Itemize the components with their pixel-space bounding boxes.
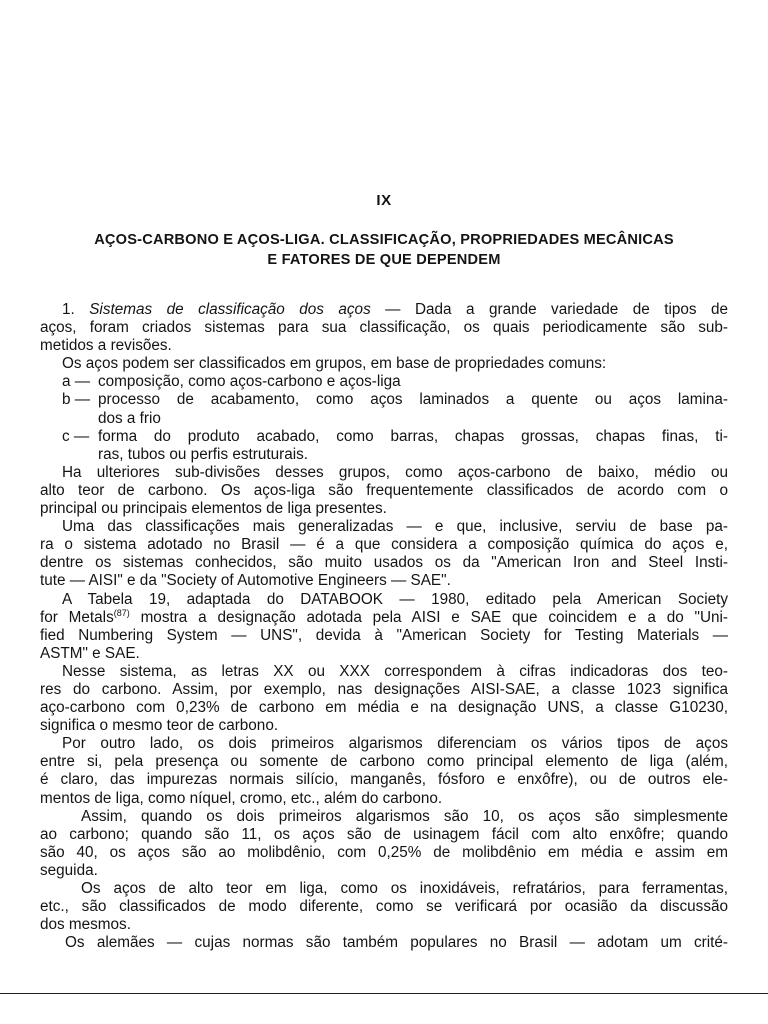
page-bottom-rule: [0, 993, 768, 994]
section-number: 1.: [62, 301, 75, 318]
paragraph-line: Uma das classificações mais generalizadas — e que, inclusive, serviu de base pa-: [62, 518, 728, 536]
paragraph-line: alto teor de carbono. Os aços-liga são frequentemente classificados de acordo com o: [40, 481, 728, 499]
list-item: [40, 428, 728, 446]
paragraph-line: Nesse sistema, as letras XX ou XXX correspondem à cifras indicadoras dos teo-: [62, 662, 728, 680]
paragraph-line: res do carbono. Assim, por exemplo, nas designações AISI-SAE, a classe 1023 significa: [40, 680, 728, 698]
paragraph-line: fied Numbering System — UNS", devida à "American Society for Testing Materials —: [40, 626, 728, 644]
list-item-text: composição, como aços-carbono e aços-liga: [98, 373, 401, 391]
chapter-title-line: AÇOS-CARBONO E AÇOS-LIGA. CLASSIFICAÇÃO, PROPRIEDADES MECÂNICAS: [94, 232, 674, 248]
section-heading: Sistemas de classificação dos aços: [89, 301, 371, 318]
list-item-continuation: dos a frio: [98, 409, 161, 427]
paragraph-line: mentos de liga, como níquel, cromo, etc., além do carbono.: [40, 789, 443, 807]
paragraph-line: seguida.: [40, 861, 98, 879]
paragraph-line: Os aços de alto teor em liga, como os inoxidáveis, refratários, para ferramentas,: [81, 880, 728, 897]
paragraph-line: é claro, das impurezas normais silício, manganês, fósforo e enxôfre), ou de outros ele-: [40, 771, 728, 789]
list-marker: a —: [62, 373, 91, 391]
paragraph-line: tute — AISI" e da "Society of Automotive Engineers — SAE".: [40, 572, 451, 590]
paragraph-line: Os aços podem ser classificados em grupos, em base de propriedades comuns:: [62, 355, 607, 373]
paragraph-line: Ha ulteriores sub-divisões desses grupos, como aços-carbono de baixo, médio ou: [62, 463, 728, 481]
paragraph-line: A Tabela 19, adaptada do DATABOOK — 1980, editado pela American Society: [62, 590, 728, 608]
paragraph-line: principal ou principais elementos de liga presentes.: [40, 500, 387, 518]
list-marker: b —: [62, 391, 91, 409]
chapter-title-line: E FATORES DE QUE DEPENDEM: [267, 252, 501, 268]
list-item-continuation: ras, tubos ou perfis estruturais.: [98, 445, 309, 463]
paragraph-line: ao carbono; quando são 11, os aços são de usinagem fácil com alto enxôfre; quando: [40, 825, 728, 843]
paragraph-line: dos mesmos.: [40, 916, 131, 934]
paragraph-line: aços, foram criados sistemas para sua classificação, os quais periodicamente são sub-: [40, 319, 728, 337]
paragraph-line: ra o sistema adotado no Brasil — é a que considera a composição química do aços e,: [40, 536, 728, 554]
list-item-text: processo de acabamento, como aços laminados a quente ou aços lamina-: [98, 391, 728, 409]
list-item: [40, 391, 728, 409]
paragraph-line: dentre os sistemas conhecidos, são muito usados os da "American Iron and Steel Insti-: [40, 554, 728, 572]
paragraph-line: for Metals$^{(87)}$ mostra a designação adotada pela AISI e SAE que coincidem e a do "Uni-: [40, 607, 729, 626]
paragraph-line: etc., são classificados de modo diferente, como se verificará por ocasião da discussão: [40, 898, 728, 916]
chapter-title: [38, 230, 730, 270]
paragraph-line: ASTM" e SAE.: [40, 644, 140, 662]
paragraph-line: metidos a revisões.: [40, 337, 172, 355]
paragraph-line: Por outro lado, os dois primeiros algarismos diferenciam os vários tipos de aços: [62, 735, 728, 753]
list-marker: c —: [62, 427, 90, 445]
paragraph-line: 1. Sistemas de classificação dos aços — Dada a grande variedade de tipos de: [62, 301, 728, 318]
body-text: [40, 301, 728, 952]
paragraph-line: aço-carbono com 0,23% de carbono em média e na designação UNS, a classe G10230,: [40, 699, 728, 717]
paragraph-line: Assim, quando os dois primeiros algarismos são 10, os aços são simplesmente: [81, 807, 728, 825]
paragraph-line: entre si, pela presença ou somente de carbono como principal elemento de liga (além,: [40, 753, 728, 771]
paragraph-line: Os alemães — cujas normas são também populares no Brasil — adotam um crité-: [65, 934, 728, 952]
list-item-text: forma do produto acabado, como barras, chapas grossas, chapas finas, ti-: [98, 427, 728, 445]
paragraph-line: são 40, os aços são ao molibdênio, com 0,25% de molibdênio em média e assim em: [40, 843, 728, 861]
chapter-number: IX: [376, 192, 392, 209]
reference-superscript: (87): [113, 607, 130, 618]
paragraph-line: significa o mesmo teor de carbono.: [40, 717, 279, 735]
list-item: [40, 373, 728, 391]
